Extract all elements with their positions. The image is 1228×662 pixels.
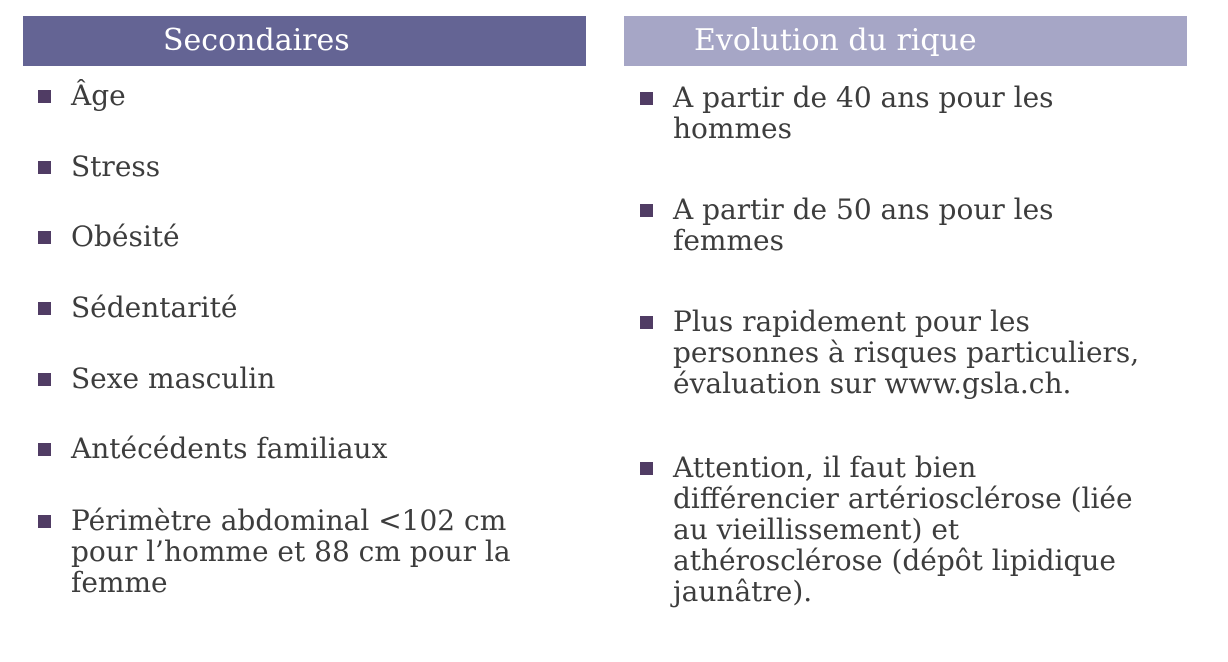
square-bullet-icon (38, 231, 51, 244)
left-column-header (23, 16, 586, 66)
square-bullet-icon (38, 161, 51, 174)
square-bullet-icon (640, 462, 653, 475)
list-item-text: Sexe masculin (71, 362, 276, 395)
list-item-text: Stress (71, 150, 161, 183)
list-item-text: Âge (71, 79, 126, 112)
square-bullet-icon (640, 316, 653, 329)
list-item-text: Plus rapidement pour les personnes à risques particuliers, évaluation sur www.gsla.ch. (673, 305, 1140, 400)
list-item-text: A partir de 40 ans pour les hommes (673, 81, 1054, 145)
list-item-text: Périmètre abdominal <102 cm pour l’homme et 88 cm pour la femme (71, 504, 511, 599)
square-bullet-icon (38, 373, 51, 386)
square-bullet-icon (38, 302, 51, 315)
square-bullet-icon (38, 515, 51, 528)
square-bullet-icon (38, 443, 51, 456)
square-bullet-icon (640, 204, 653, 217)
right-column-header (624, 16, 1187, 66)
right-column-title: Evolution du rique (694, 23, 977, 58)
list-item-text: A partir de 50 ans pour les femmes (673, 193, 1054, 257)
list-item-text: Obésité (71, 220, 180, 253)
square-bullet-icon (640, 92, 653, 105)
list-item-text: Antécédents familiaux (71, 432, 388, 465)
left-column-title: Secondaires (163, 23, 350, 58)
list-item-text: Attention, il faut bien différencier artériosclérose (liée au vieillissement) et athérosclérose (dépôt lipidique jaunâtre). (673, 451, 1133, 608)
list-item-text: Sédentarité (71, 291, 238, 324)
square-bullet-icon (38, 90, 51, 103)
